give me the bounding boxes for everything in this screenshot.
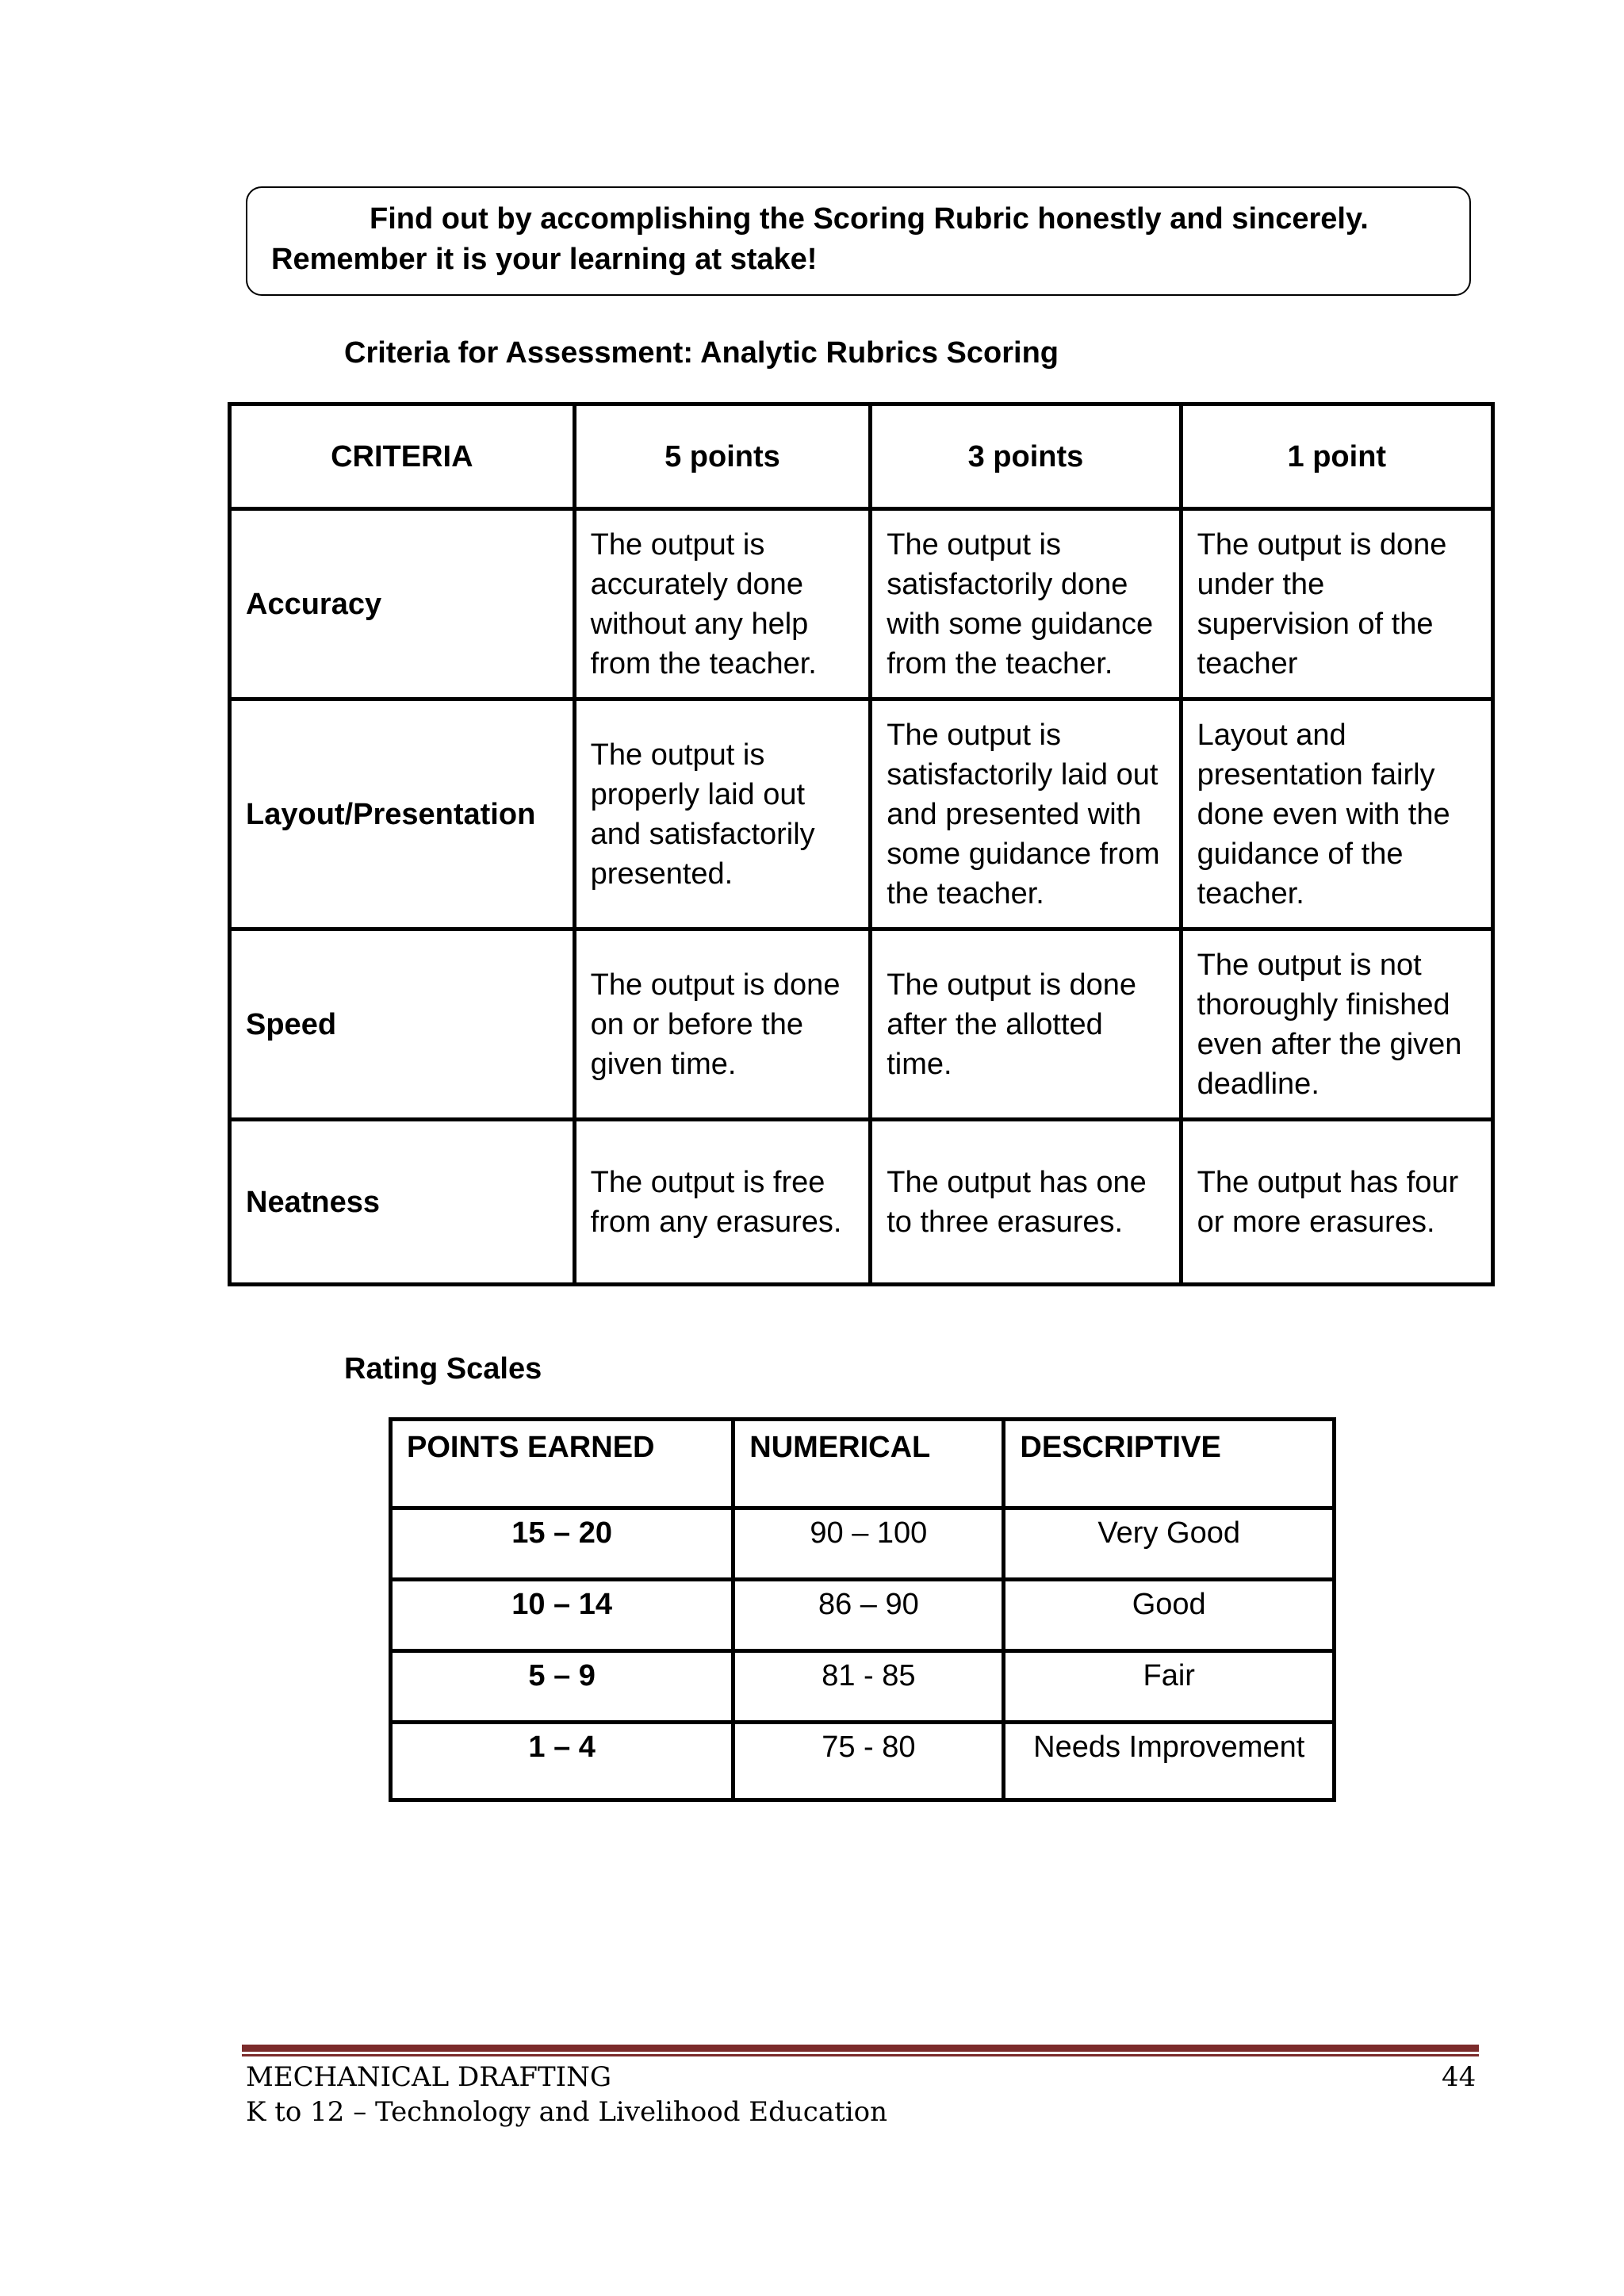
five-points-cell: The output is free from any erasures. [574,1120,871,1285]
header-numerical: NUMERICAL [733,1420,1004,1508]
three-points-cell: The output has one to three erasures. [871,1120,1181,1285]
descriptive-cell: Needs Improvement [1004,1723,1335,1800]
three-points-cell: The output is satisfactorily laid out and presented with some guidance from the teacher. [871,700,1181,930]
numerical-cell: 90 – 100 [733,1508,1004,1580]
numerical-cell: 81 - 85 [733,1651,1004,1723]
rubric-header-row [230,404,1493,509]
footer-subject: MECHANICAL DRAFTING [246,2061,612,2093]
three-points-cell: The output is satisfactorily done with some guidance from the teacher. [871,509,1181,700]
one-point-cell: The output is done under the supervision of the teacher [1181,509,1492,700]
criteria-cell: Accuracy [230,509,575,700]
rubric-title: Criteria for Assessment: Analytic Rubrics Scoring [344,336,1059,370]
rating-scales-title: Rating Scales [344,1352,542,1386]
header-5-points: 5 points [574,404,871,509]
points-cell: 5 – 9 [391,1651,733,1723]
rubric-row-layout [230,700,1493,930]
criteria-cell: Neatness [230,1120,575,1285]
numerical-cell: 75 - 80 [733,1723,1004,1800]
five-points-cell: The output is accurately done without any help from the teacher. [574,509,871,700]
scale-row [391,1651,1335,1723]
header-3-points: 3 points [871,404,1181,509]
page-number: 44 [1442,2061,1477,2093]
descriptive-cell: Good [1004,1580,1335,1651]
scale-row [391,1508,1335,1580]
instruction-line-2: Remember it is your learning at stake! [271,243,818,276]
five-points-cell: The output is properly laid out and satisfactorily presented. [574,700,871,930]
header-points-earned: POINTS EARNED [391,1420,733,1508]
footer-rule [242,2045,1479,2052]
scale-header-row [391,1420,1335,1508]
rubric-row-speed [230,930,1493,1120]
header-1-point: 1 point [1181,404,1492,509]
rating-scale-table [389,1417,1336,1802]
scale-row [391,1723,1335,1800]
points-cell: 15 – 20 [391,1508,733,1580]
three-points-cell: The output is done after the allotted time. [871,930,1181,1120]
footer-program: K to 12 – Technology and Livelihood Education [246,2096,887,2128]
one-point-cell: The output is not thoroughly finished even after the given deadline. [1181,930,1492,1120]
header-descriptive: DESCRIPTIVE [1004,1420,1335,1508]
numerical-cell: 86 – 90 [733,1580,1004,1651]
rubric-table [228,402,1495,1286]
footer-rule-thin [242,2054,1479,2056]
points-cell: 10 – 14 [391,1580,733,1651]
criteria-cell: Speed [230,930,575,1120]
rubric-row-accuracy [230,509,1493,700]
descriptive-cell: Fair [1004,1651,1335,1723]
instruction-line-1: Find out by accomplishing the Scoring Rubric honestly and sincerely. [370,202,1369,236]
scale-row [391,1580,1335,1651]
descriptive-cell: Very Good [1004,1508,1335,1580]
five-points-cell: The output is done on or before the given time. [574,930,871,1120]
header-criteria: CRITERIA [230,404,575,509]
rubric-row-neatness [230,1120,1493,1285]
points-cell: 1 – 4 [391,1723,733,1800]
criteria-cell: Layout/Presentation [230,700,575,930]
one-point-cell: The output has four or more erasures. [1181,1120,1492,1285]
one-point-cell: Layout and presentation fairly done even with the guidance of the teacher. [1181,700,1492,930]
